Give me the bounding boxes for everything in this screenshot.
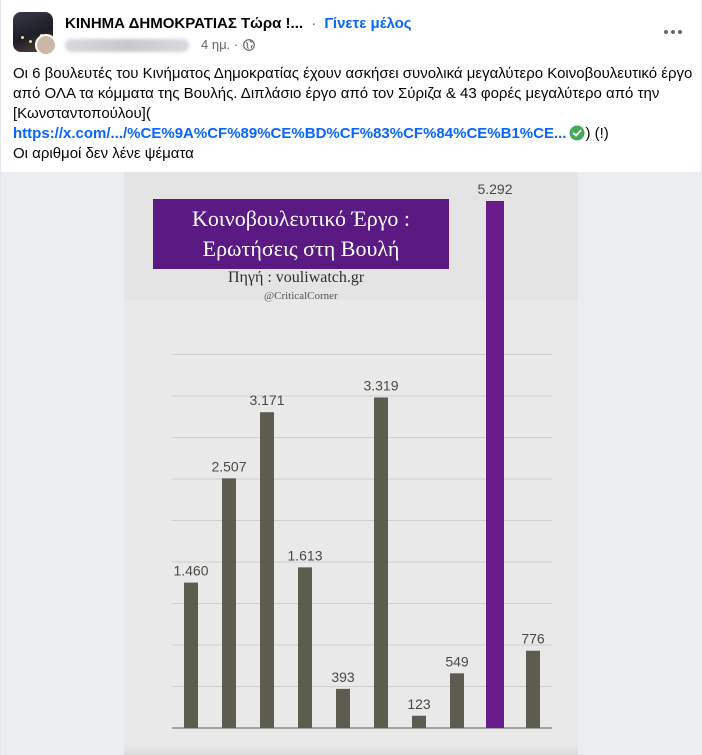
bar-label-9: 5.292 (477, 181, 513, 197)
post-meta (65, 36, 365, 54)
bar-4 (298, 567, 312, 728)
infographic-credit: @CriticalCorner (264, 290, 338, 302)
bar-1 (184, 583, 198, 728)
post-header (13, 12, 691, 56)
post-time[interactable]: 4 ημ. (201, 37, 231, 52)
infographic-title-line2: Ερωτήσεις στη Βουλή (202, 236, 400, 261)
bar-label-7: 123 (407, 695, 431, 712)
bar-label-4: 1.613 (287, 547, 323, 564)
post-body (13, 64, 693, 164)
separator: · (311, 15, 317, 32)
bar-label-2: 2.507 (211, 458, 247, 475)
infographic-title-line1: Κοινοβουλευτικό Έργο : (191, 206, 411, 231)
bar-6 (374, 397, 388, 728)
bar-2 (222, 478, 236, 728)
group-line (65, 14, 412, 34)
post-link[interactable]: https://x.com/.../%CE%9A%CF%89%CE%BD%CF%83%CF%84%CE%B1%CE... (13, 125, 567, 142)
mention-text: [Κωνσταντοπούλου]( (13, 105, 151, 122)
globe-icon[interactable] (243, 39, 255, 51)
verified-check-icon (569, 125, 585, 141)
bar-label-10: 776 (521, 630, 545, 647)
link-suffix: ) (!) (585, 125, 609, 142)
author-name-blurred[interactable] (65, 39, 189, 52)
bar-10 (526, 651, 540, 728)
infographic-image[interactable] (124, 172, 578, 755)
infographic-source: Πηγή : vouliwatch.gr (228, 269, 365, 286)
post-text-main: Οι 6 βουλευτές του Κινήματος Δημοκρατίας έχουν ασκήσει συνολικά μεγαλύτερο Κοινοβουλευτικό έργο από ΟΛΑ τα κόμματα της Βουλής. Διπλάσιο έργο από τον Σύριζα & 43 φορές μεγαλύτερο από την (13, 65, 693, 102)
bar-9 (486, 201, 504, 728)
infographic-title (153, 199, 449, 269)
bar-8 (450, 673, 464, 728)
bar-7 (412, 716, 426, 728)
post-image-area[interactable] (1, 172, 702, 755)
join-group-link[interactable]: Γίνετε μέλος (324, 15, 412, 32)
more-options-icon (664, 30, 668, 34)
meta-separator: · (233, 37, 239, 52)
bar-label-6: 3.319 (363, 377, 399, 394)
group-name-link[interactable]: ΚΙΝΗΜΑ ΔΗΜΟΚΡΑΤΙΑΣ Τώρα !... (65, 15, 304, 32)
bar-5 (336, 689, 350, 728)
bar-label-3: 3.171 (249, 392, 285, 409)
bar-label-8: 549 (445, 653, 469, 670)
bar-label-1: 1.460 (173, 562, 209, 579)
post-text-closing: Οι αριθμοί δεν λένε ψέματα (13, 145, 194, 162)
more-options-button[interactable] (655, 14, 691, 50)
bar-label-5: 393 (331, 668, 355, 685)
user-avatar[interactable] (35, 34, 57, 56)
bar-3 (260, 412, 274, 728)
